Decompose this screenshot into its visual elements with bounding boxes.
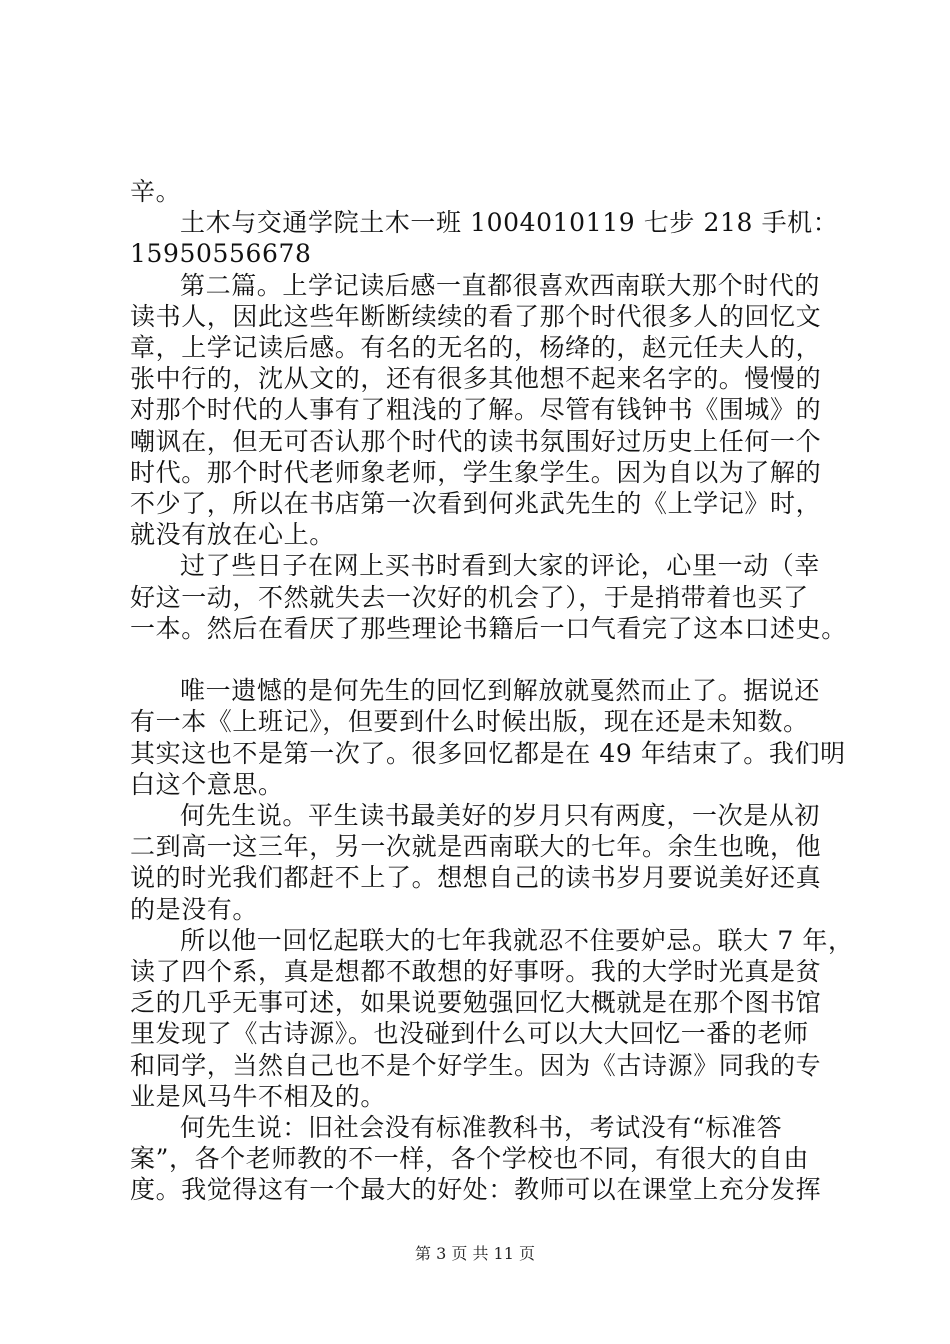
text-line: 所以他一回忆起联大的七年我就忍不住要妒忌。联大 7 年， [180,925,854,955]
text-line: 的是没有。 [130,894,259,924]
text-line: 好这一动，不然就失去一次好的机会了），于是捎带着也买了 [130,582,809,612]
text-line: 张中行的，沈从文的，还有很多其他想不起来名字的。慢慢的 [130,364,822,394]
text-line: 时代。那个时代老师象老师，学生象学生。因为自以为了解的 [130,457,822,487]
text-line: 第二篇。上学记读后感一直都很喜欢西南联大那个时代的 [180,270,821,300]
text-line: 有一本《上班记》，但要到什么时候出版，现在还是未知数。 [130,707,809,737]
text-line: 何先生说：旧社会没有标准教科书，考试没有“标准答 [180,1113,783,1142]
text-line: 案”，各个老师教的不一样，各个学校也不同，有很大的自由 [130,1144,809,1174]
text-line: 说的时光我们都赶不上了。想想自己的读书岁月要说美好还真 [130,863,822,893]
text-line: 度。我觉得这有一个最大的好处：教师可以在课堂上充分发挥 [130,1175,822,1205]
text-line: 过了些日子在网上买书时看到大家的评论，心里一动（幸 [180,551,821,581]
text-line: 唯一遗憾的是何先生的回忆到解放就戛然而止了。据说还 [180,676,821,706]
page-footer: 第 3 页 共 11 页 [415,1244,535,1263]
text-line: 乏的几乎无事可述，如果说要勉强回忆大概就是在那个图书馆 [130,988,822,1018]
text-line: 里发现了《古诗源》。也没碰到什么可以大大回忆一番的老师 [130,1019,809,1049]
text-line: 和同学，当然自己也不是个好学生。因为《古诗源》同我的专 [130,1050,822,1080]
text-line: 其实这也不是第一次了。很多回忆都是在 49 年结束了。我们明 [130,738,846,768]
text-line: 一本。然后在看厌了那些理论书籍后一口气看完了这本口述史。 [130,613,847,643]
text-line: 章，上学记读后感。有名的无名的，杨绛的，赵元任夫人的， [130,333,822,362]
text-line: 不少了，所以在书店第一次看到何兆武先生的《上学记》时， [130,489,822,518]
text-line: 业是风马牛不相及的。 [130,1081,387,1111]
text-line: 15950556678 [130,239,312,269]
text-line: 何先生说。平生读书最美好的岁月只有两度，一次是从初 [180,801,821,830]
text-line: 土木与交通学院土木一班 1004010119 七步 218 手机： [180,208,839,238]
text-line: 二到高一这三年，另一次就是西南联大的七年。余生也晚，他 [130,832,822,862]
text-line: 白这个意思。 [130,769,284,799]
text-line: 就没有放在心上。 [130,520,335,550]
text-line: 嘲讽在，但无可否认那个时代的读书氛围好过历史上任何一个 [130,426,822,456]
text-line: 对那个时代的人事有了粗浅的了解。尽管有钱钟书《围城》的 [130,395,822,425]
text-line: 读书人，因此这些年断断续续的看了那个时代很多人的回忆文 [130,301,822,331]
text-line: 读了四个系，真是想都不敢想的好事呀。我的大学时光真是贫 [130,957,822,986]
text-line: 辛。 [130,177,182,206]
